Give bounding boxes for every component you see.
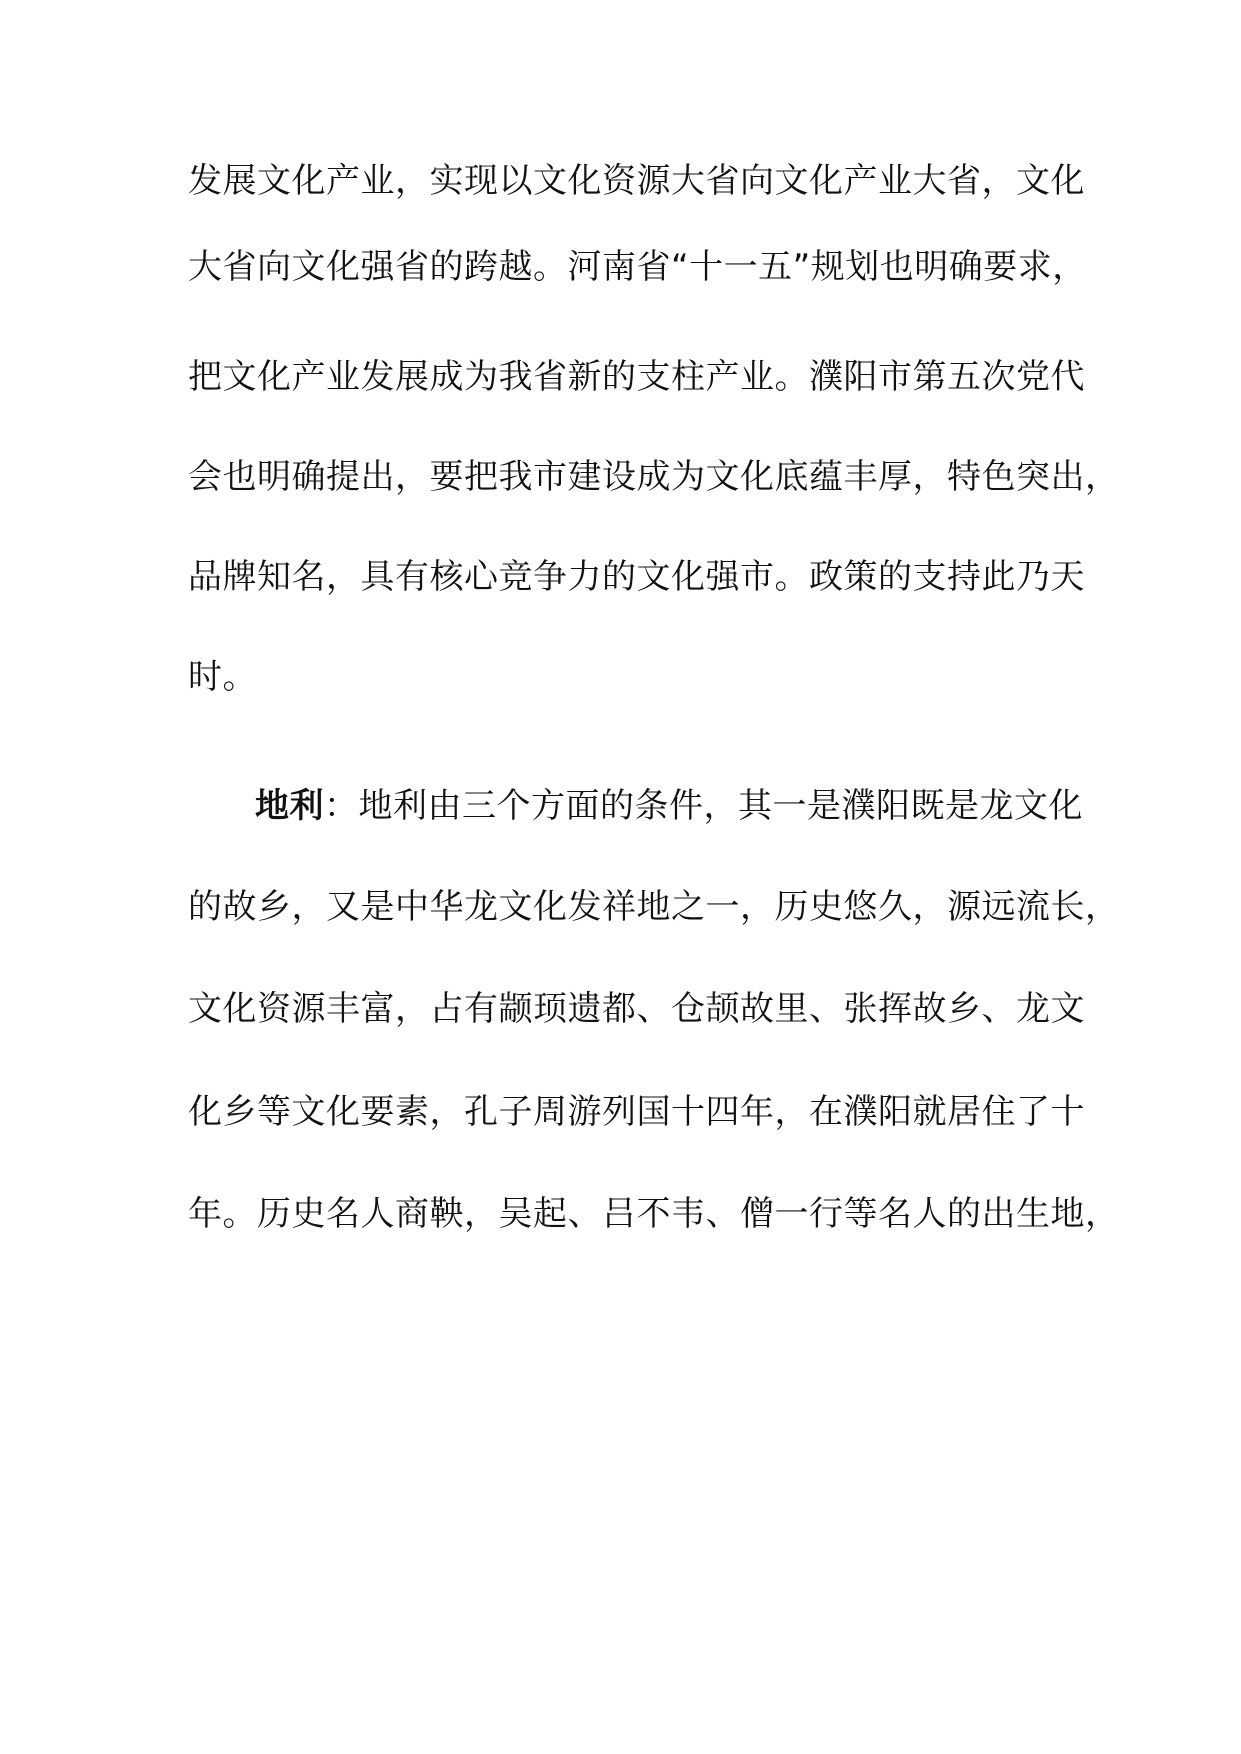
paragraph-2-line-4: 化乡等文化要素，孔子周游列国十四年，在濮阳就居住了十	[188, 1092, 1085, 1132]
paragraph-1-line-4: 会也明确提出，要把我市建设成为文化底蕴丰厚，特色突出，	[188, 457, 1120, 497]
paragraph-1-line-6: 时。	[188, 657, 257, 697]
paragraph-1-line-2: 大省向文化强省的跨越。河南省“十一五”规划也明确要求，	[188, 247, 1087, 287]
paragraph-2-line-2: 的故乡，又是中华龙文化发祥地之一，历史悠久，源远流长，	[188, 887, 1120, 927]
paragraph-2-line-1-text: ：地利由三个方面的条件，其一是濮阳既是龙文化	[324, 786, 1083, 826]
paragraph-1-line-5: 品牌知名，具有核心竞争力的文化强市。政策的支持此乃天	[188, 557, 1085, 597]
paragraph-2-line-5: 年。历史名人商鞅，吴起、吕不韦、僧一行等名人的出生地，	[188, 1194, 1120, 1234]
section-heading: 地利	[255, 786, 324, 826]
paragraph-1-line-1: 发展文化产业，实现以文化资源大省向文化产业大省，文化	[188, 161, 1085, 201]
paragraph-2-line-1	[255, 782, 1135, 830]
paragraph-2-line-3: 文化资源丰富，占有颛顼遗都、仓颉故里、张挥故乡、龙文	[188, 989, 1085, 1029]
paragraph-1-line-3: 把文化产业发展成为我省新的支柱产业。濮阳市第五次党代	[188, 357, 1085, 397]
